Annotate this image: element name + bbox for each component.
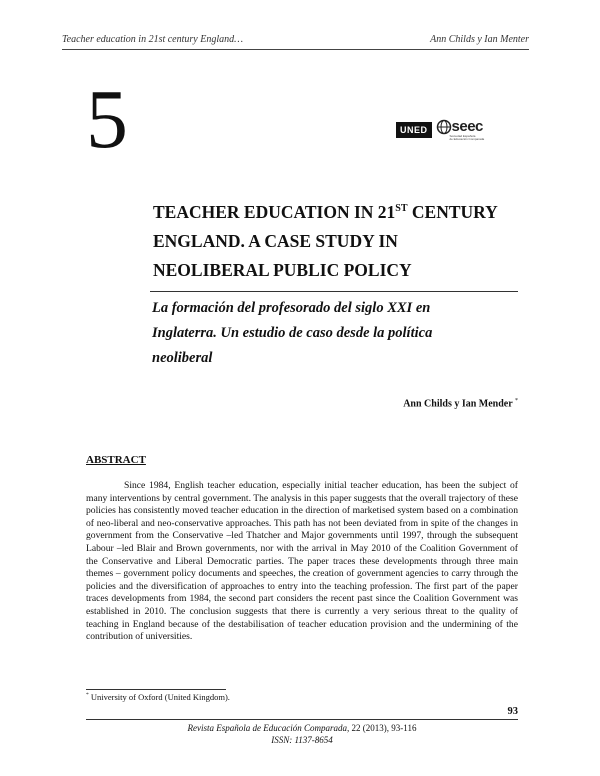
author-footnote-marker[interactable]: * (515, 398, 518, 404)
title-line-2: ENGLAND. A CASE STUDY IN (153, 231, 398, 251)
footnote-text: University of Oxford (United Kingdom). (88, 692, 230, 702)
uned-logo: UNED (396, 122, 432, 138)
subtitle-line-3: neoliberal (152, 350, 213, 366)
author-names: Ann Childs y Ian Mender (403, 398, 513, 410)
abstract-heading: ABSTRACT (86, 454, 146, 466)
seec-globe-icon (436, 119, 452, 135)
title-line-3: NEOLIBERAL PUBLIC POLICY (153, 260, 412, 280)
journal-citation (86, 722, 518, 746)
header-rule (62, 49, 529, 50)
seec-tagline-2: de Educación Comparada (449, 137, 485, 141)
author-line (300, 398, 518, 409)
seec-logo (436, 118, 485, 141)
subtitle-line-1: La formación del profesorado del siglo XXI en (152, 300, 431, 316)
journal-issn: ISSN: 1137-8654 (271, 735, 333, 745)
running-head-right: Ann Childs y Ian Menter (430, 34, 529, 45)
footer-rule (86, 719, 518, 720)
seec-tagline-1: Sociedad Española (449, 134, 476, 138)
title-line-1: TEACHER EDUCATION IN 21ST CENTURY (153, 202, 498, 222)
abstract-body: Since 1984, English teacher education, especially initial teacher education, has been the subject of many interventions by central government. The analysis in this paper suggests that the overall trajectory of these policies has consistently moved teacher education in the direction of marketised system based on a combination of neo-liberal and neo-conservative approaches. This path has not been deviated from in spite of the changes in government from the Conservative –led Thatcher and Major governments until 1997, through the subsequent Labour –led Blair and Brown governments, nor with the arrival in May 2010 of the Coalition Government of the Conservative and Liberal Democratic parties. The paper traces these developments through three main themes – government policy documents and speeches, the creation of government agencies to carry through the policies and the diversification of approaches to entry into the teaching profession. The first part of the paper traces developments from 1984, the second part considers the recent past since the Coalition Government was established in 2010. The conclusion suggests that there is currently a very serious threat to the quality of teaching in England because of the destabilisation of teacher education provision and the undermining of the contribution of universities. (86, 480, 518, 643)
running-head (62, 34, 529, 45)
page-number: 93 (507, 706, 518, 717)
subtitle-line-2: Inglaterra. Un estudio de caso desde la política (152, 325, 433, 341)
publisher-logos (396, 118, 484, 141)
running-head-left: Teacher education in 21st century England… (62, 34, 243, 45)
article-title (153, 198, 533, 285)
footnote-marker: * (86, 692, 89, 699)
seec-wordmark: seec (451, 118, 483, 135)
chapter-number: 5 (86, 73, 128, 166)
article-subtitle (152, 296, 512, 371)
title-superscript: ST (395, 203, 408, 214)
footnote-rule (86, 689, 226, 690)
journal-volume: 22 (2013), 93-116 (349, 723, 417, 733)
journal-name: Revista Española de Educación Comparada, (187, 723, 350, 733)
footnote (86, 692, 230, 702)
title-rule (150, 291, 518, 292)
